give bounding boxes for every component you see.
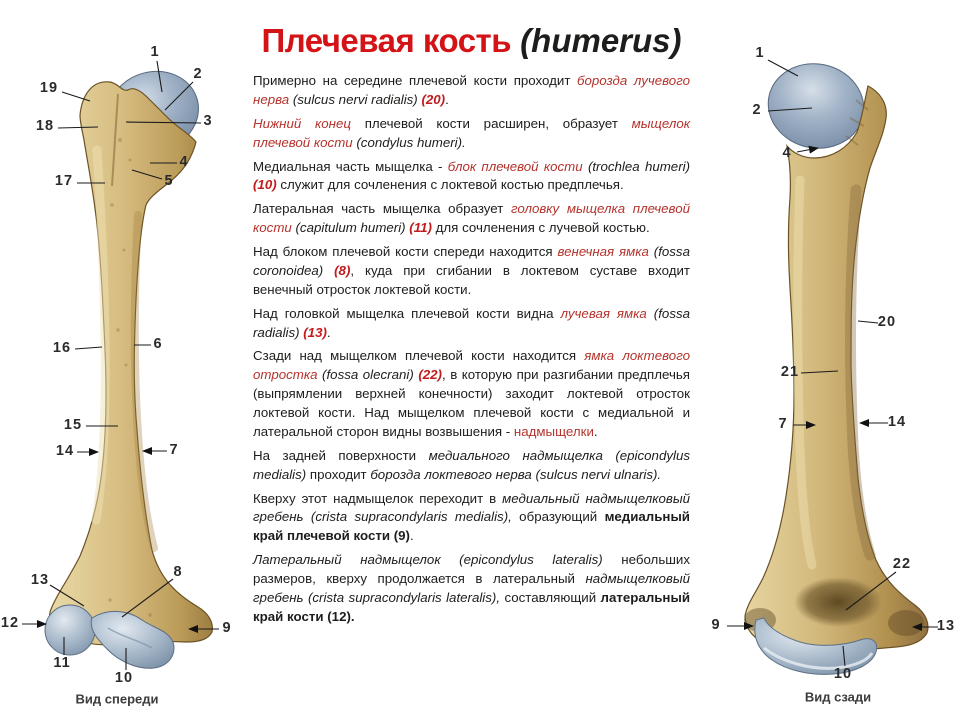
text-segment: блок плечевой кости <box>447 158 588 174</box>
front-label-9: 9 <box>222 620 232 636</box>
text-segment: (10) <box>253 177 277 193</box>
text-segment: , в которую при разгибании предплечья (выпрямлении верхней конечности) заходит локтевой отросток локтевой кости. Над мыщелком плечевой кости с медиальной и латеральной сторон видны возвышения - <box>253 367 690 439</box>
front-label-13: 13 <box>30 572 50 588</box>
text-segment: Нижний конец <box>253 115 365 131</box>
text-segment: (sulcus nervi radialis) <box>292 91 422 107</box>
text-segment: Медиальная часть мыщелка - <box>253 158 448 174</box>
text-segment: для сочленения с лучевой костью. <box>431 220 650 236</box>
back-label-21: 21 <box>780 364 800 380</box>
paragraph-10 <box>253 551 690 627</box>
text-segment: медиального надмыщелка (epicondylus medialis) <box>253 447 690 482</box>
olecranon-fossa <box>794 577 882 627</box>
front-label-11: 11 <box>53 655 71 671</box>
front-label-14: 14 <box>55 443 75 459</box>
text-segment: . <box>445 91 449 107</box>
back-label-2: 2 <box>752 102 762 118</box>
front-label-18: 18 <box>35 118 55 134</box>
front-label-3: 3 <box>203 113 213 129</box>
back-label-22: 22 <box>892 556 912 572</box>
capitulum-front <box>45 605 95 655</box>
text-segment: Над головкой мыщелка плечевой кости видна <box>253 305 561 321</box>
front-label-2: 2 <box>193 66 203 82</box>
text-segment: надмыщелки <box>513 423 594 439</box>
text-segment: проходит <box>309 466 371 482</box>
back-leader-line-20 <box>858 321 878 323</box>
text-segment: (condylus humeri). <box>356 134 466 150</box>
text-segment: Сзади над мыщелком плечевой кости находится <box>253 348 585 364</box>
page-title <box>253 22 690 60</box>
back-leader-line-4 <box>797 148 818 152</box>
paragraph-4 <box>253 200 690 238</box>
lateral-epicondyle-back <box>888 610 924 636</box>
back-view-caption: Вид сзади <box>804 689 872 705</box>
text-segment: Латеральный надмыщелок (epicondylus lateralis) <box>253 552 622 568</box>
text-segment: (fossa coronoidea) <box>253 244 690 278</box>
paragraph-2 <box>253 115 690 153</box>
article-text <box>253 72 690 632</box>
text-segment: лучевая ямка <box>560 305 654 321</box>
text-segment: (trochlea humeri) <box>587 158 691 174</box>
text-segment: (13) <box>303 324 327 340</box>
front-label-7: 7 <box>169 442 179 458</box>
text-segment: (8) <box>334 262 351 278</box>
back-label-7: 7 <box>778 416 788 432</box>
front-label-12: 12 <box>0 615 20 631</box>
text-segment: Латеральная часть мыщелка образует <box>253 201 511 217</box>
back-label-10: 10 <box>833 666 853 682</box>
text-segment: медиальный край плечевой кости (9) <box>253 509 690 544</box>
text-segment: латеральный край кости (12). <box>253 589 690 624</box>
back-label-9: 9 <box>711 617 721 633</box>
paragraph-7 <box>253 347 690 441</box>
back-label-4: 4 <box>782 145 792 161</box>
text-segment: Над блоком плечевой кости спереди находится <box>253 244 558 259</box>
front-bone-illustration <box>45 60 212 669</box>
front-label-5: 5 <box>164 173 174 189</box>
paragraph-1 <box>253 72 690 110</box>
text-segment: (fossa radialis) <box>253 305 691 340</box>
text-segment: медиальный надмыщелковый гребень (crista supracondylaris medialis), <box>253 490 691 525</box>
shaft-highlight-front <box>96 150 105 520</box>
text-segment: ямка локтевого отростка <box>253 348 690 383</box>
front-label-10: 10 <box>114 670 134 686</box>
front-label-6: 6 <box>153 336 163 352</box>
front-label-16: 16 <box>52 340 72 356</box>
text-segment: плечевой кости расширен, образует <box>364 115 632 131</box>
paragraph-6 <box>253 305 690 343</box>
text-segment: Кверху этот надмыщелок переходит в <box>253 490 503 506</box>
text-segment: (20) <box>421 91 446 107</box>
paragraph-8 <box>253 447 690 485</box>
text-segment: . <box>593 423 598 439</box>
front-view-caption: Вид спереди <box>75 691 159 707</box>
text-segment: (22) <box>418 367 442 383</box>
text-segment: небольших размеров, кверху продолжается в латеральный <box>253 552 690 586</box>
text-segment: На задней поверхности <box>253 447 429 463</box>
text-segment: надмыщелковый гребень (crista supracondylaris lateralis), <box>253 571 690 605</box>
back-bone-illustration <box>744 55 928 674</box>
title-latin: (humerus) <box>511 22 682 59</box>
front-label-4: 4 <box>179 154 189 170</box>
text-segment: . <box>326 324 331 340</box>
back-label-20: 20 <box>877 314 897 330</box>
front-label-15: 15 <box>63 417 83 433</box>
paragraph-3 <box>253 158 690 196</box>
text-segment: , куда при сгибании в локтевом суставе входит венечный отросток локтевой кости. <box>253 262 690 297</box>
paragraph-9 <box>253 490 690 547</box>
back-label-1: 1 <box>755 45 765 61</box>
text-segment: служит для сочленения с локтевой костью предплечья. <box>276 177 624 193</box>
text-segment: венечная ямка <box>557 244 654 259</box>
title-russian: Плечевая кость <box>261 22 511 59</box>
front-label-8: 8 <box>173 564 183 580</box>
paragraph-5 <box>253 243 690 300</box>
text-segment: мыщелок плечевой кости <box>253 115 690 150</box>
text-segment: . <box>409 528 414 544</box>
text-segment: борозда лучевого нерва <box>253 73 691 107</box>
text-segment: образующий <box>511 509 605 525</box>
front-label-19: 19 <box>39 80 59 96</box>
text-segment: (11) <box>409 220 432 236</box>
text-segment: (capitulum humeri) <box>295 220 410 236</box>
text-segment: головку мыщелка плечевой кости <box>253 201 690 236</box>
back-label-14: 14 <box>887 414 907 430</box>
text-segment: Примерно на середине плечевой кости проходит <box>253 73 577 88</box>
back-label-13: 13 <box>936 618 956 634</box>
text-segment: борозда локтевого нерва (sulcus nervi ulnaris). <box>370 466 662 482</box>
text-segment: (fossa olecrani) <box>322 367 419 383</box>
front-label-1: 1 <box>150 44 160 60</box>
front-leader-line-16 <box>75 347 102 349</box>
text-segment: составляющий <box>500 589 601 605</box>
front-label-17: 17 <box>54 173 74 189</box>
shaft-shadow-back <box>851 190 870 555</box>
